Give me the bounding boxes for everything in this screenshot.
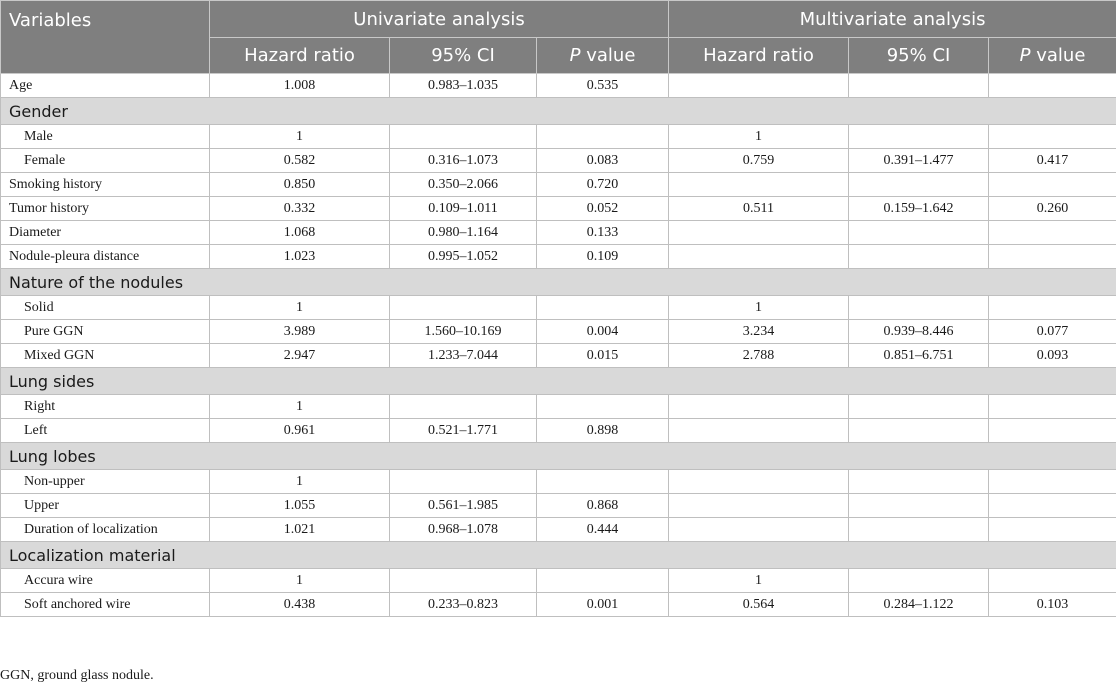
multivariate-hazard-ratio [669,470,849,494]
multivariate-hazard-ratio [669,518,849,542]
univariate-ci: 0.983–1.035 [390,74,537,98]
univariate-ci: 0.233–0.823 [390,593,537,617]
univariate-p-value: 0.535 [537,74,669,98]
univariate-ci [390,125,537,149]
multivariate-ci: 0.851–6.751 [849,344,989,368]
univariate-ci: 0.316–1.073 [390,149,537,173]
group-row [1,443,1116,470]
univariate-hazard-ratio: 1 [210,470,390,494]
multivariate-ci: 0.284–1.122 [849,593,989,617]
multivariate-hazard-ratio [669,221,849,245]
univariate-hazard-ratio: 1 [210,569,390,593]
multivariate-p-value [989,470,1116,494]
multivariate-hazard-ratio: 3.234 [669,320,849,344]
univariate-p-value: 0.052 [537,197,669,221]
multivariate-ci [849,245,989,269]
row-label: Age [1,74,210,98]
univariate-ci [390,395,537,419]
multivariate-ci [849,569,989,593]
univariate-p-value: 0.109 [537,245,669,269]
multivariate-hazard-ratio [669,245,849,269]
group-label: Nature of the nodules [1,269,1116,296]
table-row [1,344,1116,368]
univariate-p-value: 0.015 [537,344,669,368]
multivariate-p-value [989,245,1116,269]
multivariate-hazard-ratio: 0.511 [669,197,849,221]
table-row [1,149,1116,173]
multivariate-ci [849,470,989,494]
univariate-p-value: 0.868 [537,494,669,518]
multivariate-p-value [989,296,1116,320]
univariate-p-value [537,296,669,320]
univariate-p-value [537,125,669,149]
multivariate-p-value: 0.417 [989,149,1116,173]
row-label: Accura wire [1,569,210,593]
univariate-hazard-ratio: 1 [210,125,390,149]
table-row [1,125,1116,149]
univariate-ci: 0.521–1.771 [390,419,537,443]
multivariate-p-value [989,125,1116,149]
univariate-ci: 0.995–1.052 [390,245,537,269]
header-multivariate: Multivariate analysis [669,1,1116,38]
univariate-hazard-ratio: 1.021 [210,518,390,542]
header-m-ci: 95% CI [849,38,989,74]
table-row [1,221,1116,245]
row-label: Soft anchored wire [1,593,210,617]
group-label: Lung sides [1,368,1116,395]
multivariate-hazard-ratio: 1 [669,569,849,593]
univariate-p-value [537,569,669,593]
row-label: Diameter [1,221,210,245]
header-u-hazard-ratio: Hazard ratio [210,38,390,74]
row-label: Duration of localization [1,518,210,542]
header-u-p-value [537,38,669,74]
multivariate-hazard-ratio [669,494,849,518]
multivariate-hazard-ratio: 1 [669,296,849,320]
multivariate-p-value: 0.077 [989,320,1116,344]
group-label: Lung lobes [1,443,1116,470]
table-row [1,197,1116,221]
multivariate-ci [849,419,989,443]
multivariate-hazard-ratio [669,419,849,443]
header-u-ci: 95% CI [390,38,537,74]
multivariate-ci [849,494,989,518]
univariate-hazard-ratio: 0.582 [210,149,390,173]
table-row [1,245,1116,269]
multivariate-p-value [989,569,1116,593]
group-row [1,368,1116,395]
univariate-hazard-ratio: 1.055 [210,494,390,518]
multivariate-p-value: 0.103 [989,593,1116,617]
table-row [1,296,1116,320]
multivariate-ci [849,74,989,98]
p-italic: P [569,45,581,66]
multivariate-p-value [989,74,1116,98]
univariate-hazard-ratio: 1 [210,296,390,320]
row-label: Smoking history [1,173,210,197]
univariate-ci: 1.233–7.044 [390,344,537,368]
p-suffix: value [1030,45,1086,66]
multivariate-ci: 0.159–1.642 [849,197,989,221]
multivariate-hazard-ratio [669,74,849,98]
univariate-hazard-ratio: 2.947 [210,344,390,368]
p-italic: P [1019,45,1031,66]
univariate-hazard-ratio: 1.068 [210,221,390,245]
multivariate-p-value [989,221,1116,245]
row-label: Solid [1,296,210,320]
table-row [1,419,1116,443]
multivariate-p-value [989,173,1116,197]
univariate-ci [390,569,537,593]
row-label: Upper [1,494,210,518]
table-row [1,74,1116,98]
row-label: Mixed GGN [1,344,210,368]
univariate-ci [390,470,537,494]
group-label: Gender [1,98,1116,125]
univariate-p-value [537,395,669,419]
multivariate-p-value [989,419,1116,443]
table-row [1,593,1116,617]
table-footnote: GGN, ground glass nodule. [0,668,154,683]
group-row [1,269,1116,296]
univariate-p-value: 0.444 [537,518,669,542]
row-label: Nodule-pleura distance [1,245,210,269]
univariate-ci: 0.980–1.164 [390,221,537,245]
multivariate-ci: 0.939–8.446 [849,320,989,344]
univariate-ci: 0.109–1.011 [390,197,537,221]
group-row [1,98,1116,125]
univariate-hazard-ratio: 3.989 [210,320,390,344]
p-suffix: value [580,45,636,66]
header-univariate: Univariate analysis [210,1,669,38]
multivariate-ci [849,173,989,197]
univariate-ci: 0.968–1.078 [390,518,537,542]
table-row [1,569,1116,593]
multivariate-hazard-ratio: 1 [669,125,849,149]
univariate-ci: 0.561–1.985 [390,494,537,518]
table-row [1,395,1116,419]
univariate-hazard-ratio: 1.023 [210,245,390,269]
group-label: Localization material [1,542,1116,569]
univariate-p-value [537,470,669,494]
univariate-hazard-ratio: 0.961 [210,419,390,443]
univariate-ci: 0.350–2.066 [390,173,537,197]
table-row [1,518,1116,542]
multivariate-ci: 0.391–1.477 [849,149,989,173]
header-m-hazard-ratio: Hazard ratio [669,38,849,74]
univariate-hazard-ratio: 0.438 [210,593,390,617]
multivariate-p-value: 0.093 [989,344,1116,368]
univariate-hazard-ratio: 1.008 [210,74,390,98]
multivariate-ci [849,221,989,245]
multivariate-ci [849,395,989,419]
univariate-p-value: 0.083 [537,149,669,173]
row-label: Right [1,395,210,419]
univariate-p-value: 0.004 [537,320,669,344]
univariate-hazard-ratio: 0.850 [210,173,390,197]
row-label: Pure GGN [1,320,210,344]
univariate-p-value: 0.898 [537,419,669,443]
group-row [1,542,1116,569]
row-label: Non-upper [1,470,210,494]
row-label: Tumor history [1,197,210,221]
univariate-p-value: 0.133 [537,221,669,245]
multivariate-ci [849,518,989,542]
multivariate-hazard-ratio: 2.788 [669,344,849,368]
multivariate-hazard-ratio [669,395,849,419]
multivariate-p-value [989,395,1116,419]
row-label: Male [1,125,210,149]
multivariate-hazard-ratio [669,173,849,197]
row-label: Left [1,419,210,443]
univariate-hazard-ratio: 1 [210,395,390,419]
multivariate-p-value [989,494,1116,518]
univariate-hazard-ratio: 0.332 [210,197,390,221]
table-row [1,494,1116,518]
multivariate-hazard-ratio: 0.759 [669,149,849,173]
header-m-p-value [989,38,1116,74]
univariate-p-value: 0.001 [537,593,669,617]
multivariate-hazard-ratio: 0.564 [669,593,849,617]
multivariate-p-value [989,518,1116,542]
multivariate-p-value: 0.260 [989,197,1116,221]
univariate-p-value: 0.720 [537,173,669,197]
univariate-ci: 1.560–10.169 [390,320,537,344]
row-label: Female [1,149,210,173]
table-row [1,320,1116,344]
multivariate-ci [849,125,989,149]
univariate-ci [390,296,537,320]
header-variables: Variables [1,1,210,74]
table-row [1,173,1116,197]
table-row [1,470,1116,494]
multivariate-ci [849,296,989,320]
